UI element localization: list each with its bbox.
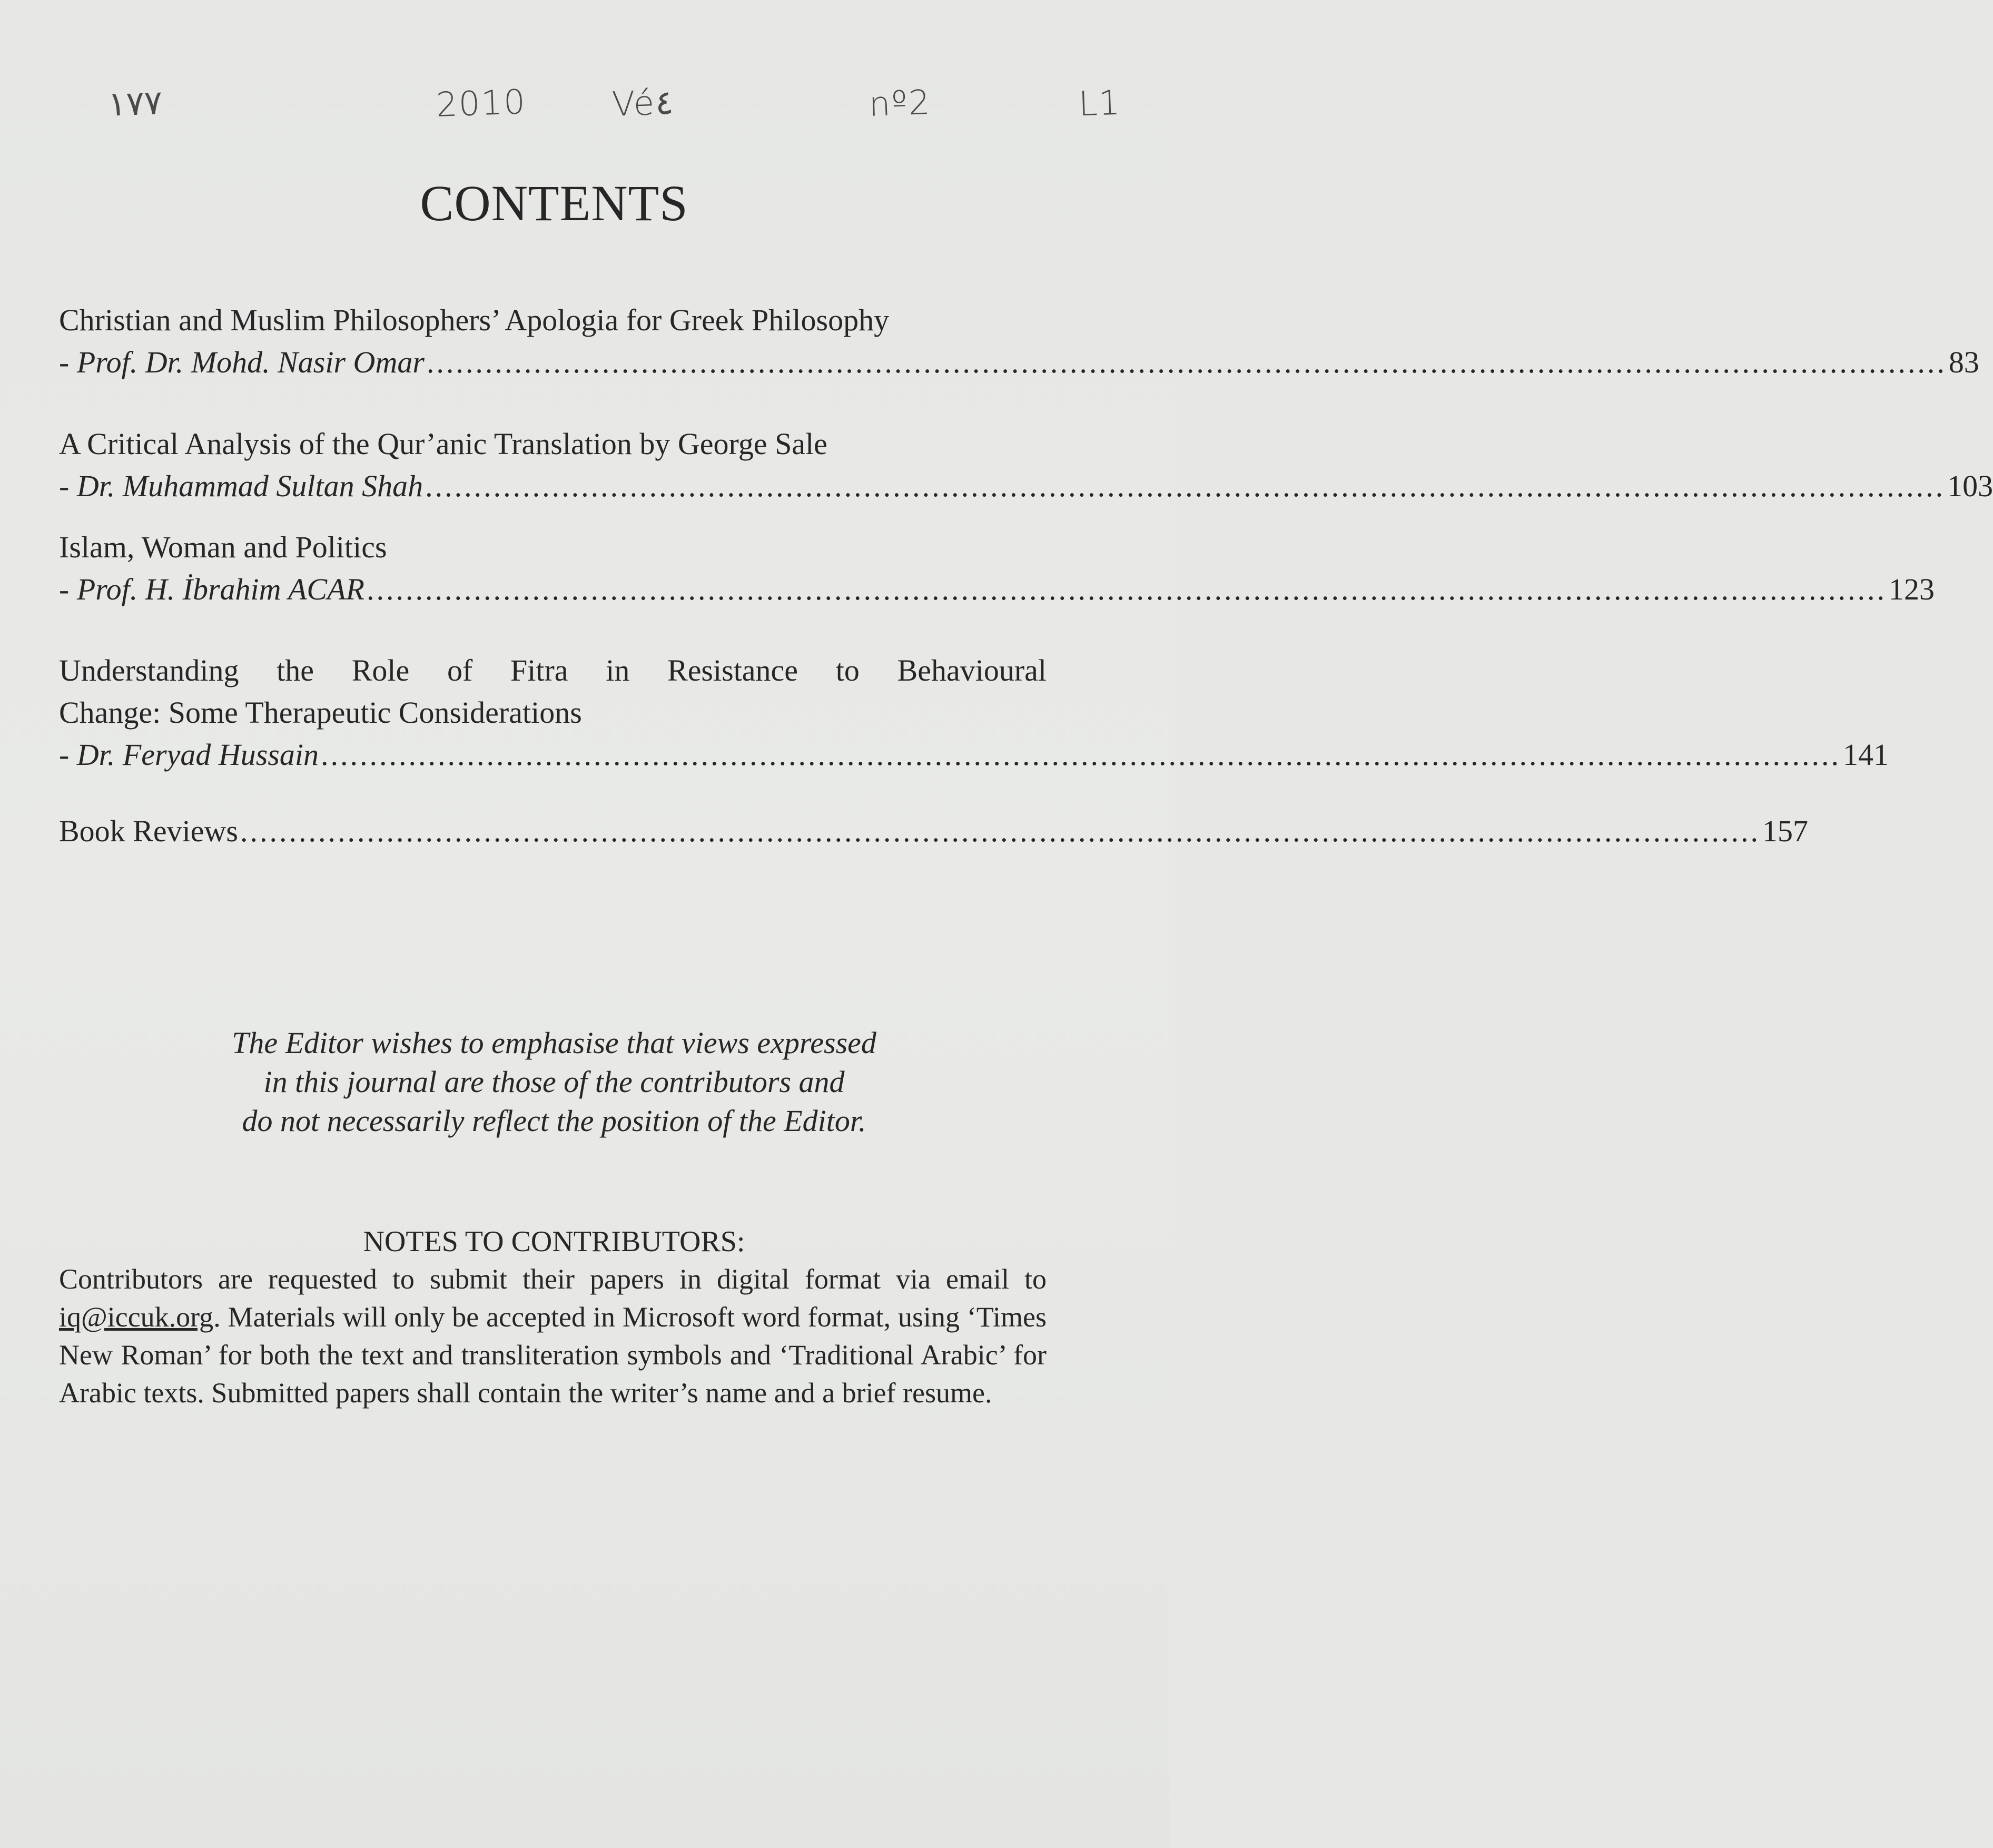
toc-entry-page: 123 [1888, 572, 1935, 606]
toc-entry-title-continued: Change: Some Therapeutic Considerations [59, 695, 582, 730]
toc-entry-author-line [59, 568, 1935, 611]
toc-entry-title: Understanding the Role of Fitra in Resistance to Behavioural [59, 653, 1047, 687]
leader-dots: ............................................................................................................................................................ [320, 738, 1841, 772]
toc-entry [59, 526, 1935, 611]
toc-entry [59, 299, 1979, 384]
toc-entry [59, 423, 1993, 507]
handwritten-note-number: nº2 [868, 83, 932, 125]
toc-entry-title: Christian and Muslim Philosophers’ Apologia for Greek Philosophy [59, 303, 890, 337]
handwritten-note-volume: Vé٤ [611, 83, 674, 125]
handwritten-note-code: L1 [1078, 83, 1122, 124]
leader-dots: ............................................................................................................................................................ [240, 814, 1760, 848]
toc-entry-label: Book Reviews [59, 814, 238, 848]
toc-entry [59, 810, 1808, 852]
notes-text-lead: Contributors are requested to submit their papers in digital format via email to [59, 1263, 1047, 1295]
handwritten-note-1: ١٧٧ [107, 83, 163, 124]
toc-entry-page: 83 [1948, 345, 1979, 379]
toc-entry-page: 157 [1762, 814, 1808, 848]
leader-dots: ............................................................................................................................................................ [366, 572, 1887, 606]
toc-entry-book-reviews [59, 810, 1808, 852]
page-title: CONTENTS [420, 175, 688, 231]
disclaimer-line: do not necessarily reflect the position of the Editor. [242, 1104, 866, 1138]
toc-entry-author-line [59, 734, 1889, 776]
handwritten-note-year: 2010 [435, 83, 527, 125]
notes-text-rest: . Materials will only be accepted in Microsoft word format, using ‘Times New Roman’ for both the text and transliteration symbols and ‘Traditional Arabic’ for Arabic texts. Submitted papers shall contain the writer’s name and a brief resume. [59, 1301, 1047, 1409]
leader-dots: ............................................................................................................................................................ [425, 469, 1946, 503]
disclaimer-line: in this journal are those of the contributors and [263, 1065, 845, 1099]
toc-entry-author: - Dr. Feryad Hussain [59, 738, 319, 772]
toc-entry-page: 103 [1947, 469, 1993, 503]
toc-entry-title: A Critical Analysis of the Qur’anic Translation by George Sale [59, 427, 827, 461]
toc-entry-author-line [59, 465, 1993, 507]
toc-entry-author: - Prof. Dr. Mohd. Nasir Omar [59, 345, 425, 379]
notes-body [59, 1260, 1047, 1412]
leader-dots: ............................................................................................................................................................ [426, 345, 1947, 379]
editor-disclaimer [0, 1024, 1108, 1141]
toc-entry-title: Islam, Woman and Politics [59, 530, 387, 564]
toc-entry [59, 650, 1889, 776]
toc-entry-author-line [59, 341, 1979, 384]
toc-entry-author: - Prof. H. İbrahim ACAR [59, 572, 364, 606]
toc-entry-author: - Dr. Muhammad Sultan Shah [59, 469, 423, 503]
notes-heading: NOTES TO CONTRIBUTORS: [363, 1225, 745, 1258]
toc-entry-page: 141 [1842, 738, 1889, 772]
contact-email-link[interactable]: iq@iccuk.org [59, 1301, 214, 1333]
disclaimer-line: The Editor wishes to emphasise that views expressed [232, 1026, 876, 1060]
